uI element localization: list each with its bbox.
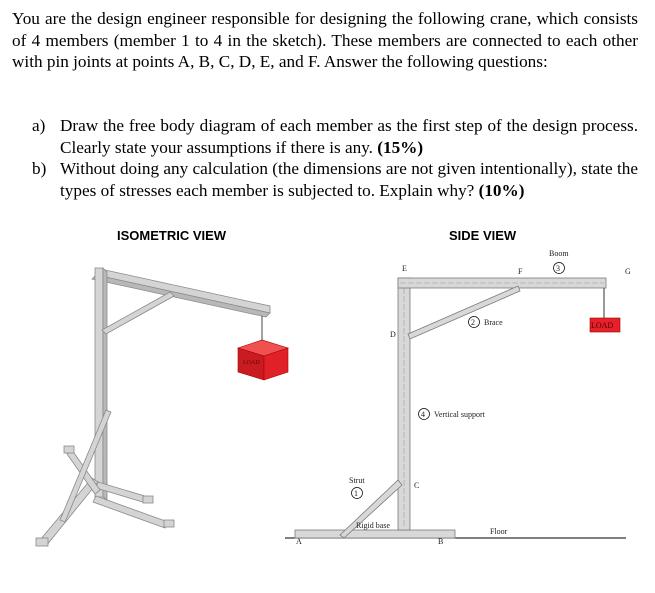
question-a-weight: (15%) (377, 137, 424, 157)
label-C: C (414, 481, 420, 490)
iso-load-label: LOAD (243, 360, 260, 366)
label-B: B (438, 537, 444, 546)
label-A: A (296, 537, 302, 546)
question-b-text: Without doing any calculation (the dimensions are not given intentionally), state the types of stresses each member is subjected to. Explain why? (60, 159, 638, 200)
boom-label: Boom (549, 249, 569, 258)
brace-number: 2 (471, 318, 475, 327)
question-b-label: b) (32, 159, 47, 178)
question-b-weight: (10%) (478, 180, 525, 200)
vertical-number: 4 (421, 410, 425, 419)
question-a-text: Draw the free body diagram of each member as the first step of the design process. Clearly state your assumptions if there is any. (60, 116, 638, 157)
strut-label: Strut (349, 476, 365, 485)
side-view-title: SIDE VIEW (449, 228, 517, 243)
rigid-base (295, 530, 455, 538)
label-D: D (390, 330, 396, 339)
label-G: G (625, 267, 631, 276)
isometric-view-title: ISOMETRIC VIEW (117, 228, 227, 243)
label-F: F (518, 267, 523, 276)
intro-paragraph: You are the design engineer responsible for designing the following crane, which consists of 4 members (member 1 to 4 in the sketch). These members are connected to each other with pin joints at points A, B, C, D, E, and F. Answer the following questions: (12, 9, 638, 71)
boom-number: 3 (556, 264, 560, 273)
brace-member (408, 286, 520, 339)
isometric-crane (36, 268, 270, 546)
vertical-support-label: Vertical support (434, 410, 485, 419)
side-crane (285, 263, 626, 539)
question-a-label: a) (32, 116, 46, 135)
floor-label: Floor (490, 527, 508, 536)
side-load-label: LOAD (591, 321, 614, 330)
strut-number: 1 (354, 489, 358, 498)
label-E: E (402, 264, 407, 273)
rigid-base-label: Rigid base (356, 521, 390, 530)
brace-label: Brace (484, 318, 503, 327)
